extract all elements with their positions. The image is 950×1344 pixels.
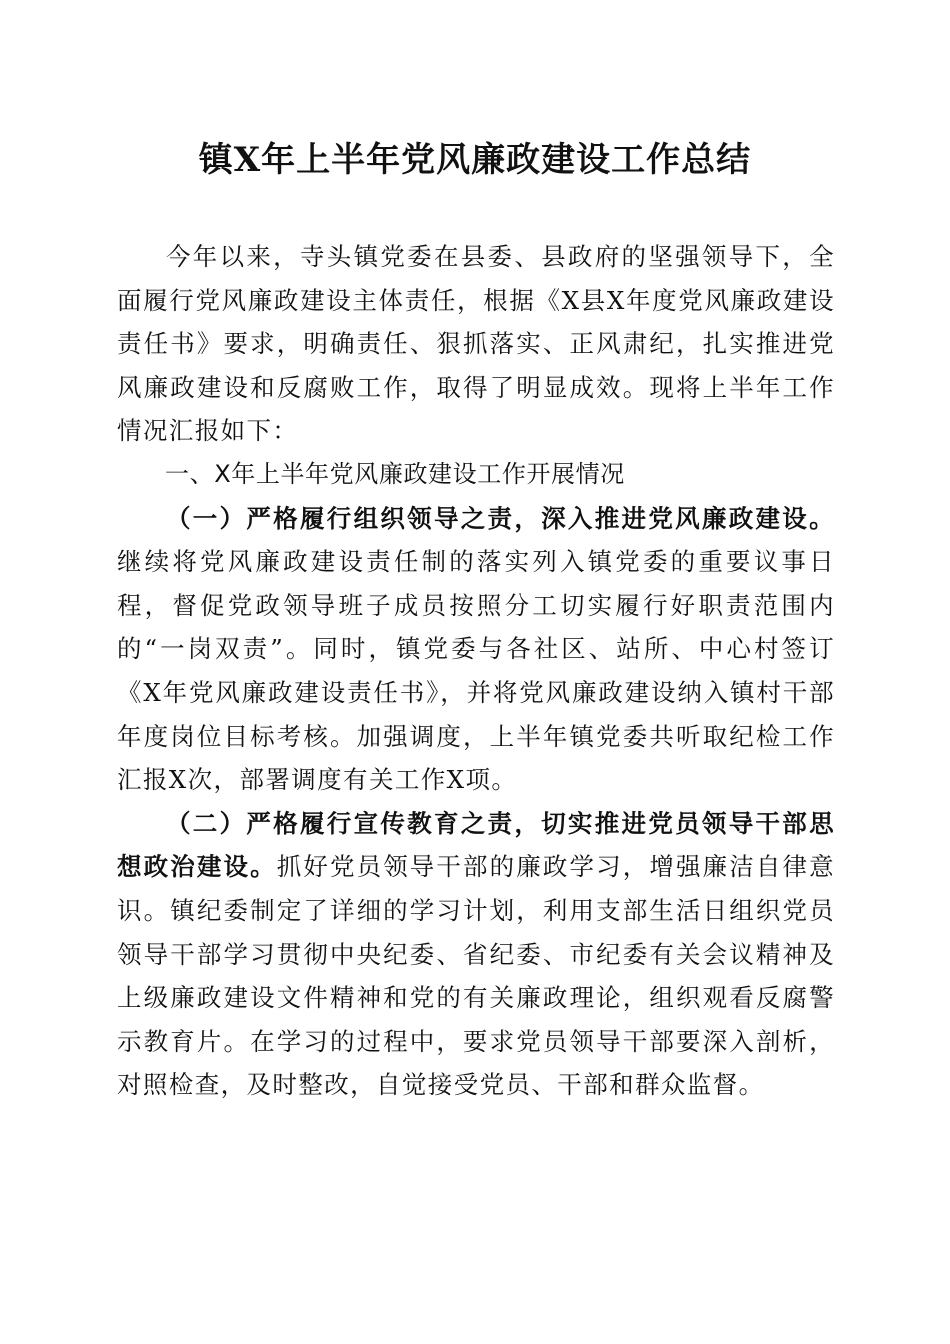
section-item-1-text: 继续将党风廉政建设责任制的落实列入镇党委的重要议事日程，督促党政领导班子成员按照分工切实履行好职责范围内的“一岗双责”。同时，镇党委与各社区、站所、中心村签订《X年党风廉政建设责任书》，并将党风廉政建设纳入镇村干部年度岗位目标考核。加强调度，上半年镇党委共听取纪检工作汇报X次，部署调度有关工作X项。 [117, 547, 835, 795]
document-title: 镇X年上半年党风廉政建设工作总结 [198, 140, 752, 180]
section-item-1-lead: （一）严格履行组织领导之责，深入推进党风廉政建设。 [166, 503, 835, 533]
section-heading: 一、X年上半年党风廉政建设工作开展情况 [165, 459, 625, 488]
section-item-2 [117, 802, 835, 1107]
section-item-1 [117, 497, 835, 802]
section-item-2-text: 抓好党员领导干部的廉政学习，增强廉洁自律意识。镇纪委制定了详细的学习计划，利用支部生活日组织党员领导干部学习贯彻中央纪委、省纪委、市纪委有关会议精神及上级廉政建设文件精神和党的有关廉政理论，组织观看反腐警示教育片。在学习的过程中，要求党员领导干部要深入剖析，对照检查，及时整改，自觉接受党员、干部和群众监督。 [117, 852, 835, 1100]
intro-paragraph: 今年以来，寺头镇党委在县委、县政府的坚强领导下，全面履行党风廉政建设主体责任，根据《X县X年度党风廉政建设责任书》要求，明确责任、狠抓落实、正风肃纪，扎实推进党风廉政建设和反腐败工作，取得了明显成效。现将上半年工作情况汇报如下： [117, 242, 835, 446]
section-item-2-lead: （二）严格履行宣传教育之责，切实推进党员领导干部思想政治建设。 [117, 808, 835, 882]
document-body [117, 235, 835, 1107]
